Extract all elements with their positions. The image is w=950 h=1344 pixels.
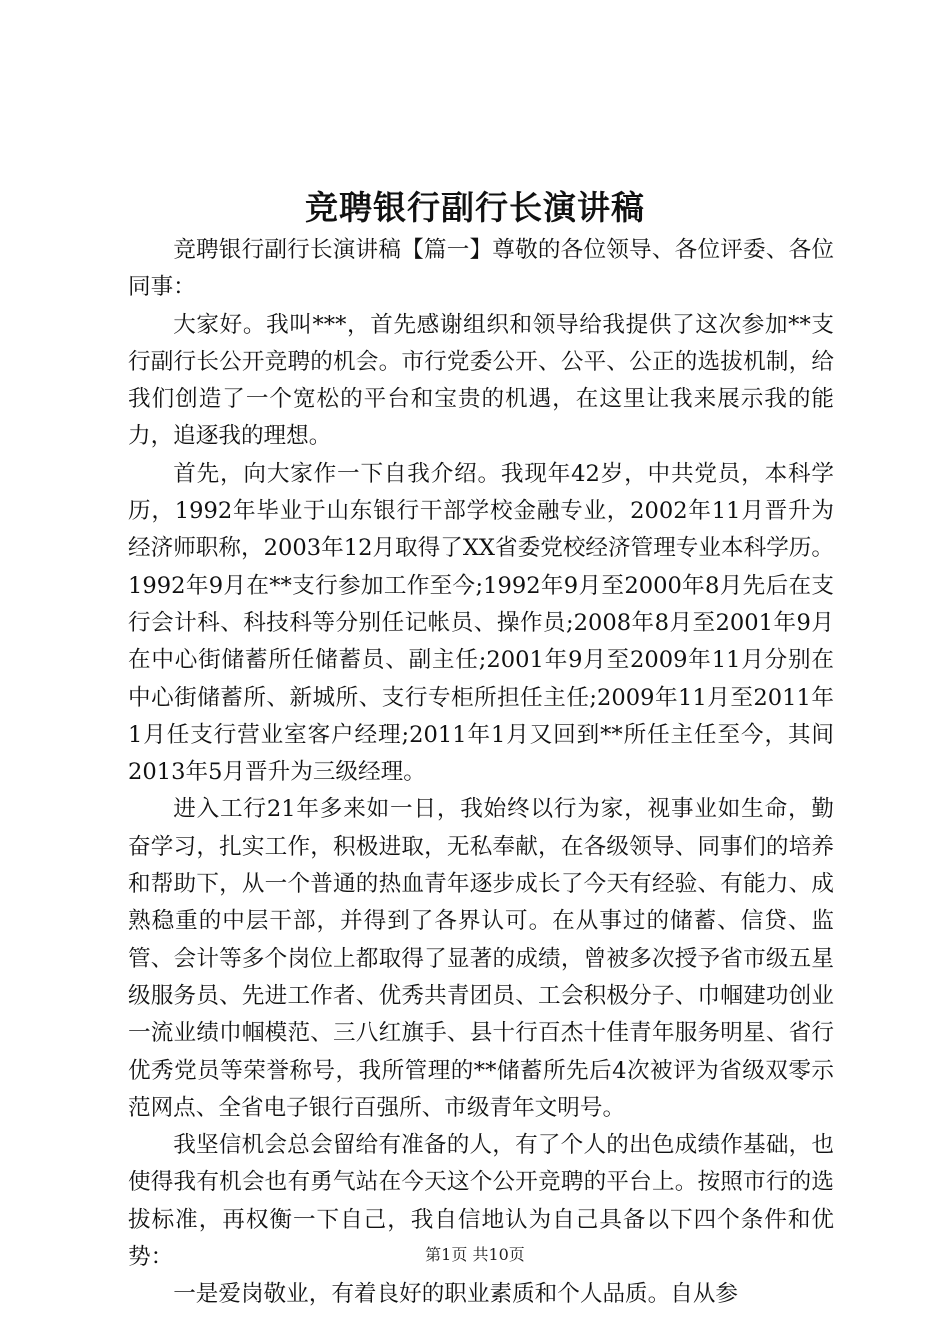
paragraph-greeting: 竞聘银行副行长演讲稿【篇一】尊敬的各位领导、各位评委、各位同事： bbox=[128, 237, 834, 301]
paragraph-confidence: 我坚信机会总会留给有准备的人，有了个人的出色成绩作基础，也使得我有机会也有勇气站在今天这个公开竞聘的平台上。按照市行的选拔标准，再权衡一下自己，我自信地认为自己具备以下四个条件和优势： bbox=[128, 1132, 834, 1271]
paragraph-point-one: 一是爱岗敬业，有着良好的职业素质和个人品质。自从参 bbox=[173, 1281, 739, 1308]
document-title: 竞聘银行副行长演讲稿 bbox=[305, 188, 645, 227]
page-footer: 第1页 共10页 bbox=[425, 1245, 525, 1264]
document-body bbox=[128, 232, 834, 1314]
paragraph-achievements: 进入工行21年多来如一日，我始终以行为家，视事业如生命，勤奋学习，扎实工作，积极进取，无私奉献，在各级领导、同事们的培养和帮助下，从一个普通的热血青年逐步成长了今天有经验、有能力、成熟稳重的中层干部，并得到了各界认可。在从事过的储蓄、信贷、监管、会计等多个岗位上都取得了显著的成绩，曾被多次授予省市级五星级服务员、先进工作者、优秀共青团员、工会积极分子、巾帼建功创业一流业绩巾帼模范、三八红旗手、县十行百杰十佳青年服务明星、省行优秀党员等荣誉称号，我所管理的**储蓄所先后4次被评为省级双零示范网点、全省电子银行百强所、市级青年文明号。 bbox=[128, 796, 834, 1121]
paragraph-self-introduction: 首先，向大家作一下自我介绍。我现年42岁，中共党员，本科学历，1992年毕业于山东银行干部学校金融专业，2002年11月晋升为经济师职称，2003年12月取得了XX省委党校经济管理专业本科学历。1992年9月在**支行参加工作至今;1992年9月至2000年8月先后在支行会计科、科技科等分别任记帐员、操作员;2008年8月至2001年9月在中心街储蓄所任储蓄员、副主任;2001年9月至2009年11月分别在中心街储蓄所、新城所、支行专柜所担任主任;2009年11月至2011年1月任支行营业室客户经理;2011年1月又回到**所任主任至今，其间2013年5月晋升为三级经理。 bbox=[128, 460, 834, 786]
paragraph-introduction: 大家好。我叫***，首先感谢组织和领导给我提供了这次参加**支行副行长公开竞聘的机会。市行党委公开、公平、公正的选拔机制，给我们创造了一个宽松的平台和宝贵的机遇，在这里让我来展示我的能力，追逐我的理想。 bbox=[128, 311, 834, 450]
